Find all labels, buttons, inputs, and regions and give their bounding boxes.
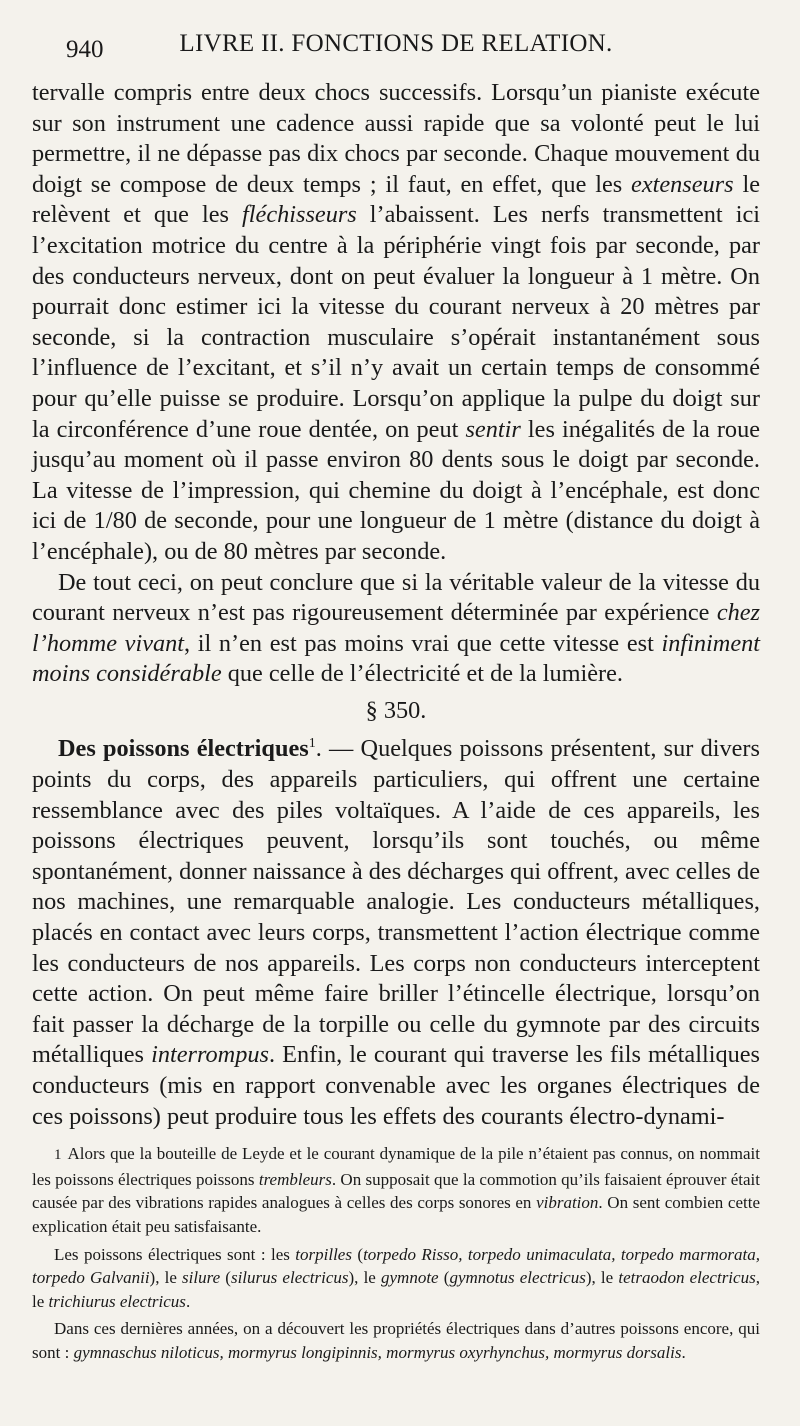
italic-run: gymnotus electricus [449, 1268, 586, 1288]
text-run: . Enfin, le courant qui traverse les fils métalliques conducteurs (mis en rapport convenable avec les organes électriques de ces poissons) peut produire tous les effets des courants électro-dynami- [32, 1041, 760, 1130]
text-run: . [185, 1291, 191, 1311]
italic-run: torpedo Risso, torpedo unimaculata, torpedo marmorata, torpedo Galvanii [32, 1244, 760, 1288]
paragraph-1 [32, 78, 760, 568]
italic-run: tetraodon electricus [618, 1268, 756, 1288]
footnote-reference: 1 [308, 736, 316, 752]
text-run: ( [438, 1268, 450, 1288]
text-run: Dans ces dernières années, on a découvert les propriétés électriques dans d’autres poissons encore, qui sont : [32, 1319, 760, 1362]
text-run: , il n’en est pas moins vrai que cette vitesse est [184, 629, 662, 657]
footnote-marker: 1 [54, 1147, 62, 1164]
footnote-3 [32, 1317, 760, 1364]
bold-heading-run: Des poissons électriques [58, 735, 309, 763]
text-run: ), le [585, 1268, 619, 1288]
page-number: 940 [66, 36, 104, 63]
text-run: ), le [149, 1268, 183, 1288]
text-run: , le [32, 1268, 760, 1311]
italic-run: chez l’homme vivant [32, 599, 760, 657]
italic-run: torpilles [295, 1244, 352, 1264]
text-run: Alors que la bouteille de Leyde et le courant dynamique de la pile n’étaient pas connus, on nommait les poissons électriques poissons [32, 1144, 760, 1189]
italic-run: trembleurs [258, 1169, 332, 1189]
italic-run: fléchisseurs [242, 201, 357, 229]
text-run: . [681, 1342, 686, 1362]
footnotes [32, 1142, 760, 1364]
text-run: . On sent combien cette explication était peu satisfaisante. [32, 1193, 760, 1236]
text-run: le relèvent et que les [32, 170, 760, 229]
text-run: ( [351, 1244, 364, 1264]
page-header [32, 0, 760, 78]
text-run: tervalle compris entre deux chocs successifs. Lorsqu’un pianiste exécute sur son instrument une cadence aussi rapide que sa volonté peut le lui permettre, il ne dépasse pas dix chocs par seconde. Chaque mouvement du doigt se compose de deux temps ; il faut, en effet, que les [32, 79, 760, 198]
text-run: De tout ceci, on peut conclure que si la véritable valeur de la vitesse du courant nerveux n’est pas rigoureusement déterminée par expérience [32, 568, 760, 627]
italic-run: extenseurs [631, 170, 734, 198]
italic-run: infiniment moins considérable [32, 629, 760, 688]
paragraph-2 [32, 568, 760, 690]
section-heading: § 350. [365, 696, 427, 724]
text-run: ( [220, 1268, 231, 1288]
italic-run: gymnote [381, 1268, 439, 1288]
footnote-1 [32, 1142, 760, 1238]
main-text [32, 78, 760, 1132]
italic-run: silure [182, 1268, 221, 1288]
italic-run: sentir [465, 415, 521, 443]
italic-run: vibration [536, 1193, 599, 1213]
text-run: ), le [348, 1268, 382, 1288]
paragraph-3 [32, 734, 760, 1132]
italic-run: interrompus [151, 1041, 269, 1069]
text-run: l’abaissent. Les nerfs transmettent ici l’excitation motrice du centre à la périphérie vingt fois par seconde, par des conducteurs nerveux, dont on peut évaluer la longueur à 1 mètre. On pourrait donc estimer ici la vitesse du courant nerveux à 20 mètres par seconde, si la contraction musculaire s’opérait instantanément sous l’influence de l’excitant, et s’il n’y avait un certain temps de consommé pour qu’elle puisse se produire. Lorsqu’on applique la pulpe du doigt sur la circonférence d’une roue dentée, on peut [32, 201, 760, 443]
footnote-2 [32, 1243, 760, 1314]
running-head: LIVRE II. FONCTIONS DE RELATION. [179, 30, 613, 57]
italic-run: silurus electricus [230, 1268, 349, 1288]
italic-run: trichiurus electricus [48, 1291, 186, 1311]
italic-run: gymnaschus niloticus, mormyrus longipinnis, mormyrus oxyrhynchus, mormyrus dorsalis [73, 1342, 682, 1362]
text-run: Les poissons électriques sont : les [54, 1244, 296, 1264]
text-run: . On supposait que la commotion qu’ils faisaient éprouver était causée par des vibrations rapides analogues à celles des corps sonores en [32, 1169, 761, 1213]
text-run: . — Quelques poissons présentent, sur divers points du corps, des appareils particuliers, qui offrent une certaine ressemblance avec des piles voltaïques. A l’aide de ces appareils, les poissons électriques peuvent, lorsqu’ils sont touchés, ou même spontanément, donner naissance à des décharges qui offrent, avec celles de nos machines, une remarquable analogie. Les conducteurs métalliques, placés en contact avec leurs corps, transmettent l’action électrique comme les conducteurs de nos appareils. Les corps non conducteurs interceptent cette action. On peut même faire briller l’étincelle électrique, lorsqu’on fait passer la décharge de la torpille ou celle du gymnote par des circuits métalliques [32, 735, 760, 1069]
text-run: les inégalités de la roue jusqu’au moment où il passe environ 80 dents sous le doigt par seconde. La vitesse de l’impression, qui chemine du doigt à l’encéphale, est donc ici de 1/80 de seconde, pour une longueur de 1 mètre (distance du doigt à l’encéphale), ou de 80 mètres par seconde. [32, 415, 761, 565]
text-run: que celle de l’électricité et de la lumière. [221, 660, 623, 688]
